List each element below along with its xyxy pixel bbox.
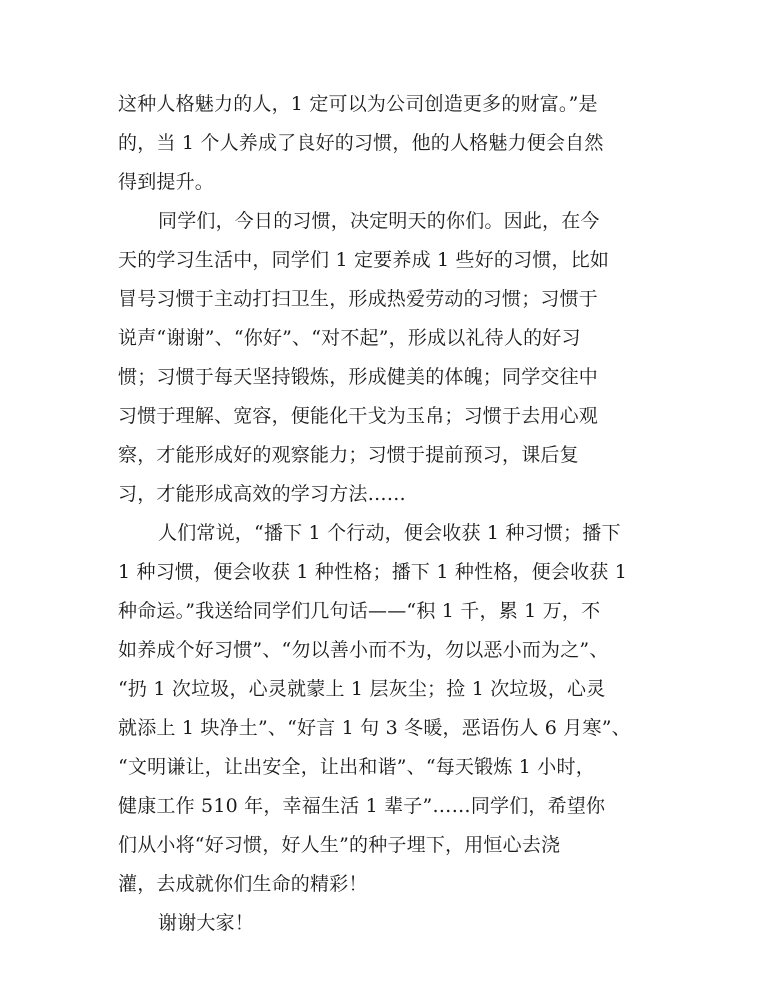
- text-line: 们从小将“好习惯，好人生”的种子埋下，用恒心去浇: [118, 834, 561, 856]
- text-line: “文明谦让，让出安全，让出和谐”、“每天锻炼 1 小时，: [118, 756, 595, 778]
- text-line: 得到提升。: [118, 171, 215, 193]
- text-line: 习，才能形成高效的学习方法……: [118, 483, 407, 505]
- closing-line: 谢谢大家！: [158, 912, 255, 934]
- text-line: “扔 1 次垃圾，心灵就蒙上 1 层灰尘；捡 1 次垃圾，心灵: [118, 678, 606, 700]
- text-line: 1 种习惯，便会收获 1 种性格；播下 1 种性格，便会收获 1: [118, 561, 627, 583]
- text-line: 冒号习惯于主动打扫卫生，形成热爱劳动的习惯；习惯于: [118, 288, 599, 310]
- text-line: 灌，去成就你们生命的精彩！: [118, 873, 368, 895]
- text-line: 说声“谢谢”、“你好”、“对不起”，形成以礼待人的好习: [118, 327, 581, 349]
- text-line: 惯；习惯于每天坚持锻炼，形成健美的体魄；同学交往中: [118, 366, 599, 388]
- paragraph-start-line: 同学们，今日的习惯，决定明天的你们。因此，在今: [158, 210, 600, 232]
- text-line: 天的学习生活中，同学们 1 定要养成 1 些好的习惯，比如: [118, 249, 610, 271]
- text-line: 健康工作 510 年，幸福生活 1 辈子”……同学们，希望你: [118, 795, 606, 817]
- text-line: 种命运。”我送给同学们几句话——“积 1 千，累 1 万，不: [118, 600, 601, 622]
- text-line: 习惯于理解、宽容，便能化干戈为玉帛；习惯于去用心观: [118, 405, 599, 427]
- paragraph-start-line: 人们常说，“播下 1 个行动，便会收获 1 种习惯；播下: [158, 522, 621, 544]
- text-line: 察，才能形成好的观察能力；习惯于提前预习，课后复: [118, 444, 579, 466]
- text-line: 如养成个好习惯”、“勿以善小而不为，勿以恶小而为之”、: [118, 639, 609, 661]
- text-line: 的，当 1 个人养成了良好的习惯，他的人格魅力便会自然: [118, 132, 604, 154]
- text-line: 这种人格魅力的人，1 定可以为公司创造更多的财富。”是: [118, 93, 598, 115]
- text-line: 就添上 1 块净土”、“好言 1 句 3 冬暖，恶语伤人 6 月寒”、: [118, 717, 631, 739]
